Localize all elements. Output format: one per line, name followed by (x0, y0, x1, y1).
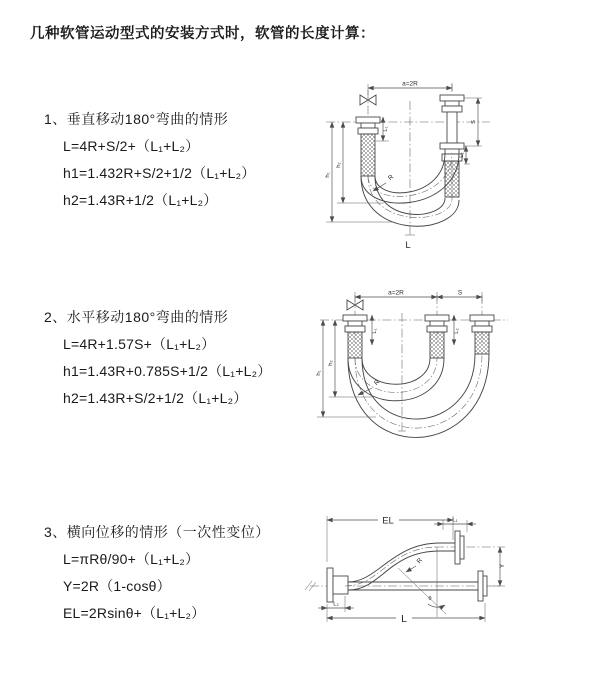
diagram-vertical-180-bend (312, 75, 580, 257)
right-pipe-fitting (440, 95, 464, 197)
dim-label-h2: h₂ (336, 162, 342, 168)
dim-label-l: L (405, 240, 411, 251)
section-2-heading: 2、水平移动180°弯曲的情形 (44, 309, 229, 325)
dim-label-h1: h₁ (316, 370, 322, 376)
dim-label-s: S (457, 289, 463, 297)
radius-callout (406, 557, 424, 572)
overall-length-dimension (327, 603, 485, 625)
dim-label-span: a=2R (388, 289, 404, 297)
top-span-dimension (368, 81, 452, 96)
section-2-horizontal-movement (44, 304, 271, 412)
dim-label-h2: h₂ (328, 360, 334, 366)
top-dimensions (355, 290, 482, 303)
dim-label-l: L (401, 613, 407, 625)
dim-label-s: S (471, 120, 477, 124)
formula-line: h2=1.43R+1/2（L₁+L₂） (63, 192, 218, 208)
dim-label-l1: L₁ (452, 517, 458, 524)
left-pipe-fitting (343, 315, 367, 358)
upper-right-flange (440, 531, 464, 564)
section-1-vertical-movement (44, 106, 255, 214)
diagram-lateral-displacement (300, 502, 600, 640)
dim-label-y: Y (499, 563, 506, 569)
stroke-dimensions-right (459, 98, 482, 164)
length-label (405, 235, 415, 251)
formula-line: L=4R+S/2+（L₁+L₂） (63, 138, 200, 154)
section-3-lateral-displacement (44, 519, 270, 627)
dim-label-el: EL (382, 515, 394, 527)
formula-line: L=πRθ/90+（L₁+L₂） (63, 551, 200, 567)
y-dimension (490, 547, 506, 586)
dim-label-h1: h₁ (325, 172, 331, 178)
hose-u-curves (348, 354, 489, 437)
page-title: 几种软管运动型式的安装方式时，软管的长度计算： (30, 26, 375, 42)
l2-dimension (318, 596, 354, 612)
section-3-heading: 3、横向位移的情形（一次性变位） (44, 524, 270, 540)
left-pipe-fitting (356, 117, 380, 176)
formula-line: EL=2Rsinθ+（L₁+L₂） (63, 605, 206, 621)
height-dimensions (316, 320, 376, 417)
diagram-horizontal-180-bend (312, 283, 590, 461)
dim-label-span: a=2R (402, 80, 418, 88)
displaced-hose-curve (345, 543, 440, 590)
dim-label-l1: L₁ (372, 328, 378, 334)
formula-line: h2=1.43R+S/2+1/2（L₁+L₂） (63, 390, 248, 406)
dim-label-l2: L₂ (333, 601, 339, 608)
section-1-heading: 1、垂直移动180°弯曲的情形 (44, 111, 229, 127)
right-pipe-fitting (470, 315, 494, 354)
height-dimensions (325, 122, 392, 222)
l1-dimension (434, 518, 476, 533)
dim-label-r: R (372, 378, 382, 388)
dim-label-l2: L₂ (459, 152, 465, 158)
dim-label-l1: L₁ (383, 126, 389, 132)
formula-line: Y=2R（1-cosθ） (63, 578, 171, 594)
formula-line: h1=1.432R+S/2+1/2（L₁+L₂） (63, 165, 256, 181)
dim-label-l2: L₂ (454, 328, 460, 334)
el-dimension (327, 515, 453, 566)
formula-line: h1=1.43R+0.785S+1/2（L₁+L₂） (63, 363, 272, 379)
angle-label-theta: θ (428, 596, 432, 602)
middle-pipe-fitting (425, 315, 449, 358)
dim-label-r: R (386, 173, 396, 183)
dim-label-r: R (415, 556, 425, 566)
formula-line: L=4R+1.57S+（L₁+L₂） (63, 336, 216, 352)
